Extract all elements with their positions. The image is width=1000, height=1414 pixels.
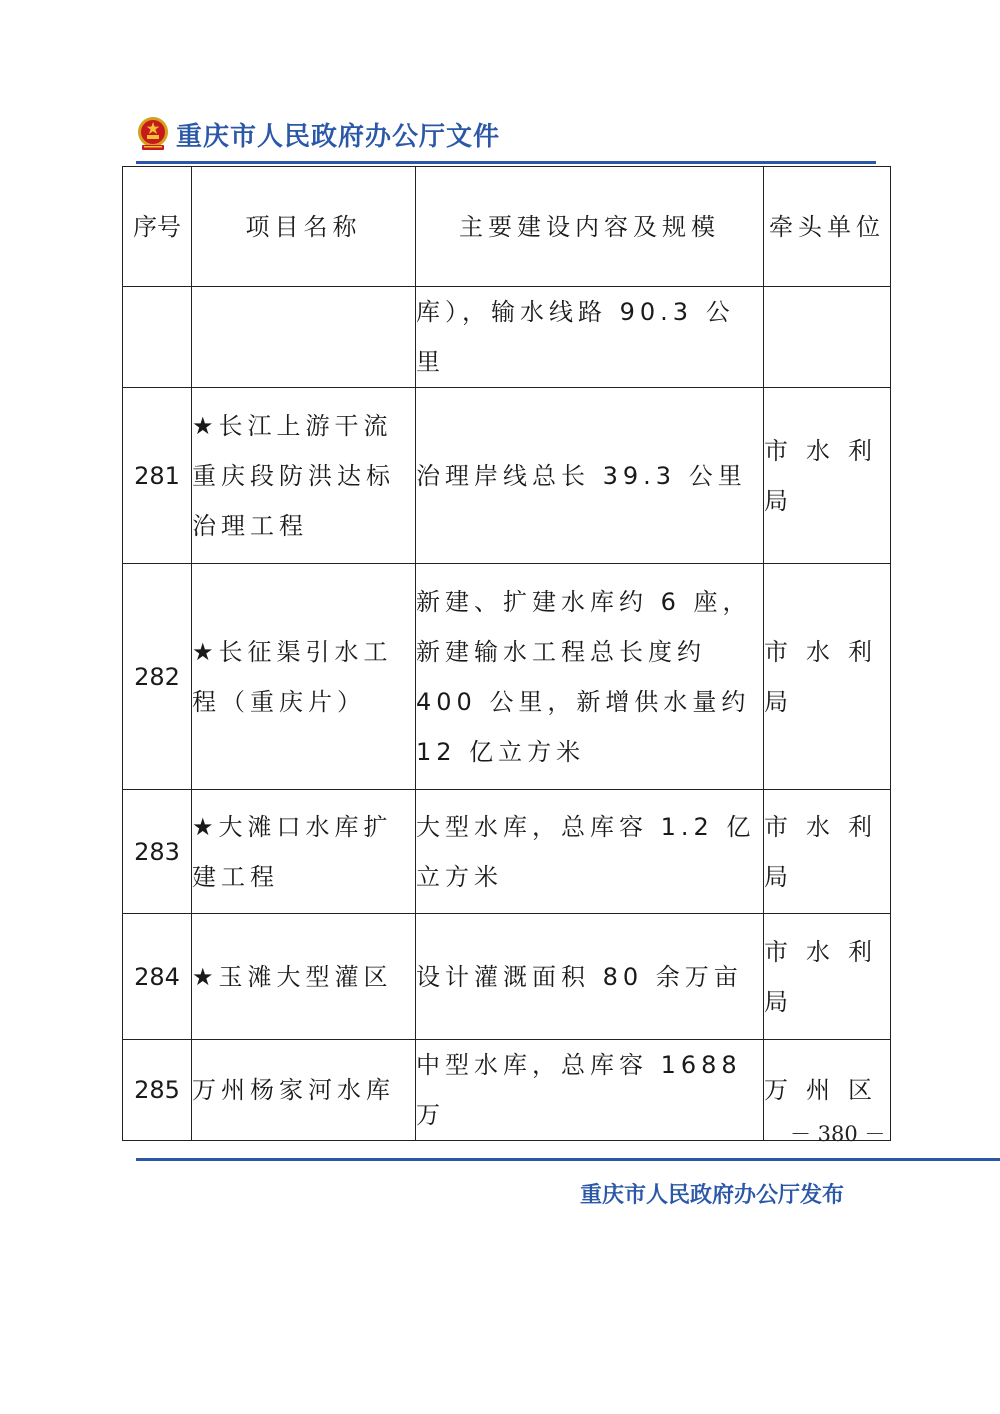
table-row-continuation [123,287,891,388]
table-row [123,388,891,564]
cell-unit: 万州区 [764,1040,891,1141]
cell-content: 治理岸线总长 39.3 公里 [416,388,764,564]
cell-name: 万州杨家河水库 [192,1040,416,1141]
column-header-unit: 牵头单位 [764,167,891,287]
footer-publisher: 重庆市人民政府办公厅发布 [580,1182,845,1208]
cell-unit: 市水利局 [764,914,891,1040]
table-row [123,1040,891,1141]
project-table [122,166,891,1141]
cell-content: 中型水库，总库容 1688 万 [416,1040,764,1141]
header-divider [136,161,876,164]
table-row [123,914,891,1040]
header-title: 重庆市人民政府办公厅文件 [176,121,501,152]
cell-seq: 283 [123,790,192,914]
cell-content: 库），输水线路 90.3 公里 [416,287,764,388]
page-number: － 380 － [790,1122,886,1146]
document-header [136,112,500,156]
cell-content: 大型水库，总库容 1.2 亿立方米 [416,790,764,914]
cell-seq: 285 [123,1040,192,1141]
cell-name: ★大滩口水库扩建工程 [192,790,416,914]
cell-seq: 284 [123,914,192,1040]
table-header-row [123,167,891,287]
cell-unit: 市水利局 [764,388,891,564]
cell-seq [123,287,192,388]
column-header-content: 主要建设内容及规模 [416,167,764,287]
cell-unit [764,287,891,388]
cell-unit: 市水利局 [764,564,891,790]
cell-content: 新建、扩建水库约 6 座，新建输水工程总长度约 400 公里，新增供水量约 12 亿立方米 [416,564,764,790]
cell-name: ★玉滩大型灌区 [192,914,416,1040]
table-row [123,790,891,914]
column-header-name: 项目名称 [192,167,416,287]
cell-seq: 281 [123,388,192,564]
cell-name: ★长江上游干流重庆段防洪达标治理工程 [192,388,416,564]
cell-name: ★长征渠引水工程（重庆片） [192,564,416,790]
column-header-seq: 序号 [123,167,192,287]
national-emblem-icon [136,116,170,152]
cell-unit: 市水利局 [764,790,891,914]
footer-divider [136,1158,1000,1161]
cell-name [192,287,416,388]
cell-seq: 282 [123,564,192,790]
table-row [123,564,891,790]
cell-content: 设计灌溉面积 80 余万亩 [416,914,764,1040]
